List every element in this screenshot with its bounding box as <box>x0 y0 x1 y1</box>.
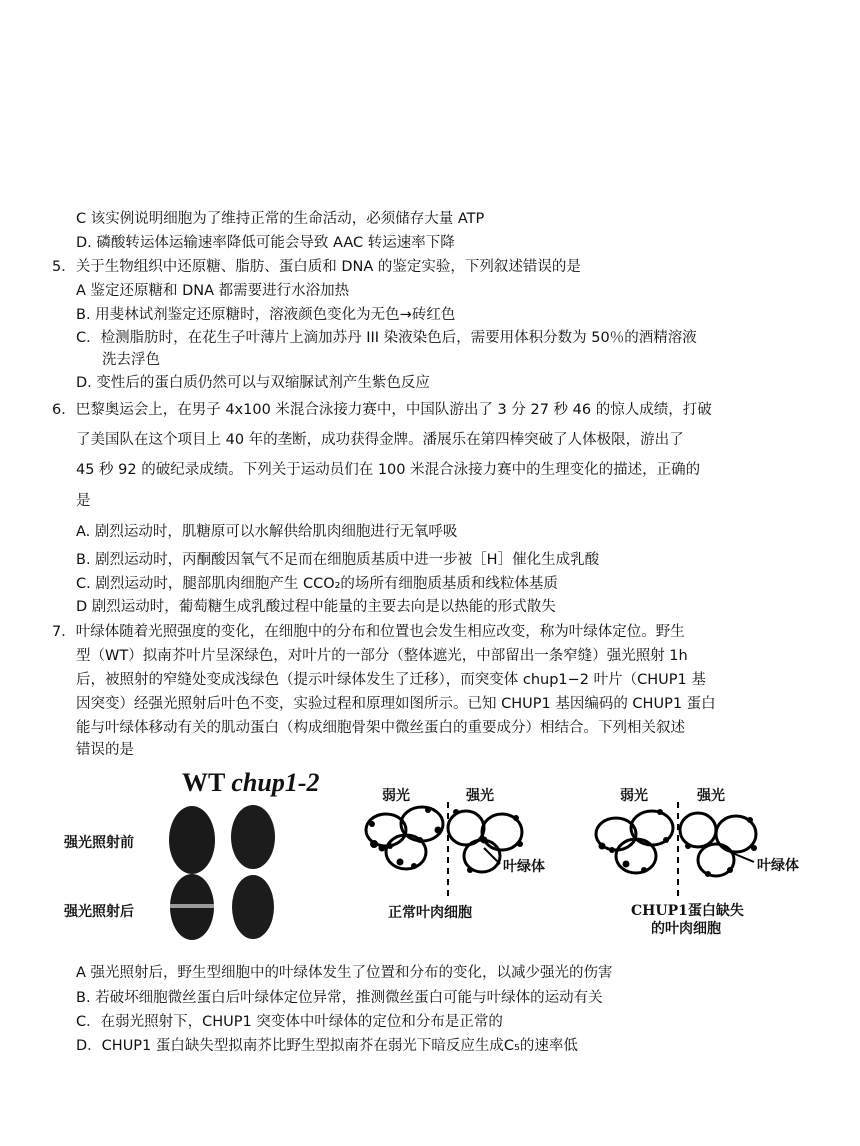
cell-d <box>680 813 716 847</box>
q6-option-a: A. 剧烈运动时，肌糖原可以水解供给肌肉细胞进行无氧呼吸 <box>76 524 458 540</box>
q7-stem-line2: 型（WT）拟南芥叶片呈深绿色，对叶片的一部分（整体遮光，中部留出一条窄缝）强光照射 1h <box>76 648 688 664</box>
caption-chup1-cell-line2: 的叶肉细胞 <box>651 921 721 937</box>
q7-stem-line5: 能与叶绿体移动有关的肌动蛋白（构成细胞骨架中微丝蛋白的重要成分）相结合。下列相关叙述 <box>76 720 685 736</box>
wt-pale-slit <box>170 904 214 908</box>
chloroplast-label-1: 叶绿体 <box>503 859 545 875</box>
q7-option-c: C．在弱光照射下，CHUP1 突变体中叶绿体的定位和分布是正常的 <box>76 1014 503 1030</box>
label-after-strong-light: 强光照射后 <box>64 904 134 920</box>
q4-option-d: D. 磷酸转运体运输速率降低可能会导致 AAC 转运速率下降 <box>76 235 455 251</box>
cell-c <box>616 839 656 873</box>
q7-stem-line3: 后，被照射的窄缝处变成浅绿色（提示叶绿体发生了迁移），而突变体 chup1−2 叶片（CHUP1 基 <box>76 672 706 688</box>
q6-stem-line2: 了美国队在这个项目上 40 年的垄断，成功获得金牌。潘展乐在第四棒突破了人体极限，游出了 <box>76 432 684 448</box>
q6-option-d: D 剧烈运动时，葡萄糖生成乳酸过程中能量的主要去向是以热能的形式散失 <box>76 599 556 615</box>
q6-option-c: C. 剧烈运动时，腿部肌肉细胞产生 CCO₂的场所有细胞质基质和线粒体基质 <box>76 576 558 592</box>
chloroplast-label-2: 叶绿体 <box>757 858 799 874</box>
mutant-leaf-before <box>231 805 275 869</box>
caption-normal-cell: 正常叶肉细胞 <box>388 905 472 921</box>
q7-stem-line6: 错误的是 <box>76 742 134 758</box>
q5-stem: 5．关于生物组织中还原糖、脂肪、蛋白质和 DNA 的鉴定实验，下列叙述错误的是 <box>52 259 581 275</box>
q4-option-c: C 该实例说明细胞为了维持正常的生命活动，必须储存大量 ATP <box>76 211 485 227</box>
weak-light-label-2: 弱光 <box>620 788 648 804</box>
strong-light-label-1: 强光 <box>466 788 494 804</box>
q5-option-c-line1: C．检测脂肪时，在花生子叶薄片上滴加苏丹 III 染液染色后，需要用体积分数为 50％的酒精溶液 <box>76 330 697 346</box>
chup1-cell-diagram <box>590 800 790 900</box>
figure-wt-title <box>182 768 320 798</box>
q7-option-d: D．CHUP1 蛋白缺失型拟南芥比野生型拟南芥在弱光下暗反应生成C₅的速率低 <box>76 1038 578 1054</box>
chup1-label: chup1-2 <box>231 768 320 797</box>
q7-stem-line4: 因突变）经强光照射后叶色不变，实验过程和原理如图所示。已知 CHUP1 基因编码的 CHUP1 蛋白 <box>76 696 716 712</box>
wt-leaf-before <box>169 806 215 874</box>
weak-light-label-1: 弱光 <box>382 788 410 804</box>
leaf-images <box>160 800 280 950</box>
q6-stem-line4: 是 <box>76 493 91 509</box>
q7-stem-line1: 7．叶绿体随着光照强度的变化，在细胞中的分布和位置也会发生相应改变，称为叶绿体定位。野生 <box>52 624 685 640</box>
q5-option-a: A 鉴定还原糖和 DNA 都需要进行水浴加热 <box>76 283 350 299</box>
q6-option-b: B. 剧烈运动时，丙酮酸因氧气不足而在细胞质基质中进一步被［H］催化生成乳酸 <box>76 552 600 568</box>
q5-option-b: B. 用斐林试剂鉴定还原糖时，溶液颜色变化为无色→砖红色 <box>76 307 456 323</box>
q6-stem-line1: 6．巴黎奥运会上，在男子 4x100 米混合泳接力赛中，中国队游出了 3 分 27 秒 46 的惊人成绩，打破 <box>52 402 712 418</box>
q7-option-b: B. 若破坏细胞微丝蛋白后叶绿体定位异常，推测微丝蛋白可能与叶绿体的运动有关 <box>76 990 603 1006</box>
normal-cell-diagram <box>360 800 550 900</box>
strong-light-label-2: 强光 <box>697 788 725 804</box>
wt-label: WT <box>182 768 225 797</box>
q5-option-c-line2: 洗去浮色 <box>102 352 160 368</box>
mutant-leaf-after <box>232 875 274 939</box>
q7-option-a: A 强光照射后，野生型细胞中的叶绿体发生了位置和分布的变化，以减少强光的伤害 <box>76 965 613 981</box>
q6-stem-line3: 45 秒 92 的破纪录成绩。下列关于运动员们在 100 米混合泳接力赛中的生理变化的描述，正确的 <box>76 462 701 478</box>
label-before-strong-light: 强光照射前 <box>64 835 134 851</box>
caption-chup1-cell-line1: CHUP1蛋白缺失 <box>631 903 744 919</box>
q5-option-d: D. 变性后的蛋白质仍然可以与双缩脲试剂产生紫色反应 <box>76 375 430 391</box>
